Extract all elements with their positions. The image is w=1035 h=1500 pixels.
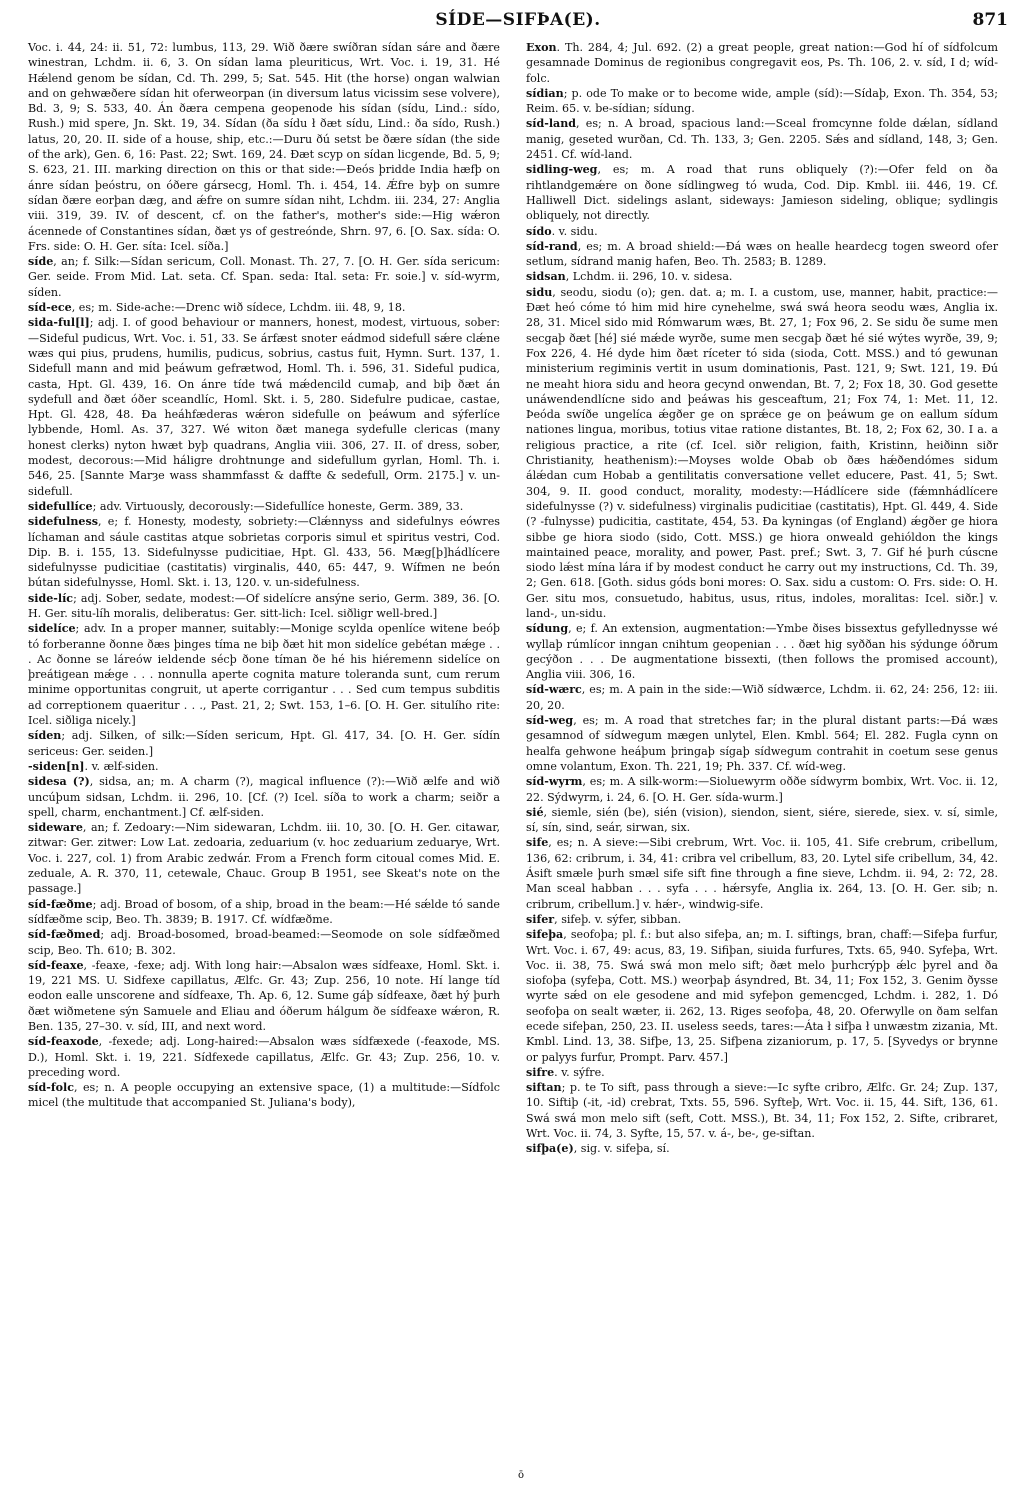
dictionary-entry: síden; adj. Silken, of silk:—Síden sericum, Hpt. Gl. 417, 34. [O. H. Ger. sídín sericeus: Ger. seiden.] bbox=[28, 729, 500, 758]
page-number: 871 bbox=[972, 10, 1008, 30]
dictionary-entry: síd-fæðme; adj. Broad of bosom, of a ship, broad in the beam:—Hé sǽlde tó sande sídfæðme scip, Beo. Th. 3839; B. 1917. Cf. wídfæðme. bbox=[28, 897, 500, 926]
dictionary-page bbox=[28, 0, 1008, 1500]
dictionary-entry: siftan; p. te To sift, pass through a sieve:—Ic syfte cribro, Ælfc. Gr. 24; Zup. 137, 10. Siftiþ (-it, -id) crebrat, Txts. 55, 596. Syfteþ, Wrt. Voc. ii. 15, 44. Sift, 136, 61. Swá swá mon melo sift (seft, Cott. MSS.), Bt. 34, 11; Fox 152, 2. Sifte, cribraret, Wrt. Voc. ii. 74, 3. Syfte, 15, 57. v. á-, be-, ge-siftan. bbox=[526, 1081, 998, 1141]
dictionary-entry: síd-feaxode, -fexede; adj. Long-haired:—Absalon wæs sídfæxede (-feaxode, MS. D.), Homl. Skt. i. 19, 221. Sídfexede capillatus, Ælfc. Gr. 43; Zup. 256, 10. v. preceding word. bbox=[28, 1035, 500, 1079]
dictionary-entry: sidefulness, e; f. Honesty, modesty, sobriety:—Clǽnnyss and sidefulnys eówres líchaman and sáule castitas atque sobrietas corporis simul et spiritus vestri, Cod. Dip. B. i. 155, 13. Sidefulnysse pudicitiae, Hpt. Gl. 433, 56. Mæg[þ]hádlícere sidefulnysse pudicitiae (castitatis) virginalis, 440, 65: 447, 9. Wífmen ne beón bútan sidefulnysse, Homl. Skt. i. 13, 120. v. un-sidefulness. bbox=[28, 515, 500, 590]
footer-mark: ō bbox=[518, 1470, 525, 1481]
dictionary-entry: síde, an; f. Silk:—Sídan sericum, Coll. Monast. Th. 27, 7. [O. H. Ger. sída sericum: Ger. seide. From Mid. Lat. seta. Cf. Span. seda: Ital. seta: Fr. soie.] v. síd-wyrm, síden. bbox=[28, 255, 500, 299]
running-title: SÍDE—SIFÞA(E). bbox=[435, 10, 601, 30]
dictionary-entry: síd-folc, es; n. A people occupying an extensive space, (1) a multitude:—Sídfolc micel (the multitude that accompanied St. Juliana's body), bbox=[28, 1081, 500, 1110]
left-column bbox=[28, 40, 500, 1111]
dictionary-entry: síd-fæðmed; adj. Broad-bosomed, broad-beamed:—Seomode on sole sídfæðmed scip, Beo. Th. 610; B. 302. bbox=[28, 928, 500, 957]
dictionary-entry: sidling-weg, es; m. A road that runs obliquely (?):—Ofer feld on ða rihtlandgemǽre on ðone sídlingweg tó wuda, Cod. Dip. Kmbl. iii. 446, 19. Cf. Halliwell Dict. sidelings aslant, sideways: Jamieson sideling, oblique; sydlingis obliquely, not directly. bbox=[526, 163, 998, 223]
dictionary-entry: sídung, e; f. An extension, augmentation:—Ymbe ðises bissextus gefyllednysse wé wyllaþ rúmlícor inngan cnihtum geopenian . . . ðæt hig syððan his sýdunge óðrum gecýðon . . . De augmentatione bissexti, (then follows the promised account), Anglia viii. 306, 16. bbox=[526, 622, 998, 682]
dictionary-entry: side-líc; adj. Sober, sedate, modest:—Of sidelícre ansýne serio, Germ. 389, 36. [O. H. Ger. situ-líh moralis, deliberatus: Ger. sitt-lich: Icel. siðligr well-bred.] bbox=[28, 591, 500, 620]
dictionary-entry: sidefullíce; adv. Virtuously, decorously:—Sidefullíce honeste, Germ. 389, 33. bbox=[28, 499, 464, 513]
dictionary-entry: sida-ful[l]; adj. I. of good behaviour or manners, honest, modest, virtuous, sober:—Sideful pudicus, Wrt. Voc. i. 51, 33. Se árfæst snoter eádmod sidefull sǽre clǽne wæs qui pius, prudens, humilis, pudicus, sobrius, castus fuit, Hymn. Surt. 137, 1. Sidefull mann and mid þeáwum gefrætwod, Homl. Th. i. 596, 31. Sideful pudica, casta, Hpt. Gl. 439, 16. On ánre tíde twá mǽdencild cumaþ, and biþ ðæt án sydefull and ðæt óðer sceandlíc, Homl. Skt. i. 5, 280. Sidefulre pudicae, castae, Hpt. Gl. 428, 48. Ða heáhfæderas wǽron sidefulle on þeáwum and sýferlíce lybbende, Homl. As. 37, 327. Wé witon ðæt manega sydefulle clericas (many honest clerks) nyton hwæt byþ quadrans, Anglia viii. 306, 27. II. of dress, sober, modest, decorous:—Mid háligre drohtnunge and sidefullum gyrlan, Homl. Th. i. 546, 25. [Sannte Marȝe wass shammfasst & daffte & sedefull, Orm. 2175.] v. un-sidefull. bbox=[28, 316, 500, 498]
dictionary-entry: sídian; p. ode To make or to become wide, ample (síd):—Sídaþ, Exon. Th. 354, 53; Reim. 65. v. be-sídian; sídung. bbox=[526, 86, 998, 116]
dictionary-entry: sidu, seodu, siodu (o); gen. dat. a; m. I. a custom, use, manner, habit, practice:—Ðæt heó cóme tó him mid hire cynehelme, swá swá heora seodu wæs, Anglia ix. 28, 31. Micel sido mid Rómwarum wæs, Bt. 27, 1; Fox 96, 2. Se sidu ðe sume men secgaþ ðæt [hé] sié mǽde wyrðe, sume men secgaþ ðæt hé sié wýtes wyrðe, 39, 9; Fox 226, 4. Hé dyde him ðæt ríceter tó sida (sioda, Cott. MSS.) and tó gewunan ministerium regiminis vertit in usum dominationis, Past. 121, 9; Swt. 121, 19. Ðú ne meaht hiora sidu and heora gecynd onwendan, Bt. 7, 2; Fox 18, 30. God gesette unáwendendlícne sido and þeáwas his gesceaftum, 21; Fox 74, 1: Met. 11, 12. Þeóda swíðe ungelíca ǽgðer ge on sprǽce ge on þeáwum ge on eallum sídum nationes lingua, moribus, totius vitae ratione distantes, Bt. 18, 2; Fox 62, 30. I a. a religious practice, a rite (cf. Icel. siðr religion, faith, Kristinn, heiðinn siðr Christianity, heathenism):—Moyses wolde Obab ob ðæs hǽðendómes sidum álǽdan cum Hobab a gentilitatis conversatione vellet educere, Past. 41, 5; Swt. 304, 9. II. good conduct, morality, modesty:—Hádlícere side (fǽmnhádlícere sidefulnysse (?) v. sidefulness) virginalis pudicitiae (castitatis), Hpt. Gl. 449, 4. Side (? -fulnysse) pudicitia, castitate, 454, 53. Ða kyningas (of England) ǽgðer ge hiora sibbe ge hiora siodo (sido, Cott. MSS.) ge hiora onweald gehióldon the kings maintained peace, morality, and power, Past. pref.; Swt. 3, 7. Gif hé þurh cúscne siodo lǽst mína lára if by modest conduct he carry out my instructions, Cd. Th. 39, 2; Gen. 618. [Goth. sidus góds boni mores: O. Sax. sidu a custom: O. Frs. side: O. H. Ger. situ mos, consuetudo, habitus, usus, ritus, indoles, moralitas: Icel. siðr.] v. land-, un-sidu. bbox=[526, 285, 998, 620]
dictionary-entry: sidsan, Lchdm. ii. 296, 10. v. sidesa. bbox=[526, 270, 733, 284]
dictionary-entry: sifre. v. sýfre. bbox=[526, 1065, 605, 1079]
dictionary-entry: síd-feaxe, -feaxe, -fexe; adj. With long hair:—Absalon wæs sídfeaxe, Homl. Skt. i. 19, 221 MS. U. Sidfexe capillatus, Ælfc. Gr. 43; Zup. 256, 10 note. Hí lange tíd eodon ealle unscorene and sídfeaxe, Th. Ap. 6, 12. Sume gáþ sídfeaxe, ðæt hý þurh ðæt wiðmetene sýn Samuele and Eliau and óðerum hálgum ðe sídfeaxe wǽron, R. Ben. 135, 27–30. v. síd, III, and next word. bbox=[28, 958, 500, 1033]
dictionary-entry: síd-wærc, es; m. A pain in the side:—Wið sídwærce, Lchdm. ii. 62, 24: 256, 12: iii. 20, 20. bbox=[526, 683, 998, 712]
page-header bbox=[28, 10, 1008, 40]
dictionary-entry: sifþa(e), sig. v. sifeþa, sí. bbox=[526, 1142, 670, 1156]
dictionary-entry: -siden[n]. v. ælf-siden. bbox=[28, 759, 159, 773]
dictionary-entry: síd-wyrm, es; m. A silk-worm:—Sioluewyrm oððe sídwyrm bombix, Wrt. Voc. ii. 12, 22. Sýdwyrm, i. 24, 6. [O. H. Ger. sída-wurm.] bbox=[526, 775, 998, 804]
right-column bbox=[526, 40, 998, 1157]
dictionary-entry: Exon. Th. 284, 4; Jul. 692. (2) a great people, great nation:—God hí of sídfolcum gesamnade Dominus de regionibus congregavit eos, Ps. Th. 106, 2. v. síd, I d; wíd-folc. bbox=[526, 41, 998, 85]
dictionary-entry: sifeþa, seofoþa; pl. f.: but also sifeþa, an; m. I. siftings, bran, chaff:—Sifeþa furfur, Wrt. Voc. i. 67, 49: acus, 83, 19. Sifiþan, siuida furfures, Txts. 65, 940. Syfeþa, Wrt. Voc. ii. 38, 75. Swá swá mon melo sift; ðæt melo þurhcrýpþ ǽlc þyrel and ða siofoþa (syfeþa, Cott. MS.) weorþaþ ásyndred, Bt. 34, 11; Fox 152, 3. Genim ðysse wyrte sǽd on ele gesodene and mid syfeþon gemencged, Lchdm. i. 282, 1. Dó seofoþa on sealt wæter, ii. 262, 13. Riges seofoþa, 48, 20. Oferwylle on ðam selfan ecede sifeþan, 250, 23. II. useless seeds, tares:—Áta ł sifþa ł unwæstm zizania, Mt. Kmbl. Lind. 13, 38. Sifþe, 13, 25. Sifþena zizaniorum, p. 17, 5. [Syvedys or brynne or palyys furfur, Prompt. Parv. 457.] bbox=[526, 928, 998, 1064]
dictionary-entry: sidesa (?), sidsa, an; m. A charm (?), magical influence (?):—Wið ælfe and wið uncúþum sidsan, Lchdm. ii. 296, 10. [Cf. (?) Icel. síða to work a charm; seiðr a spell, charm, enchantment.] Cf. ælf-siden. bbox=[28, 775, 500, 819]
dictionary-entry: sído. v. sidu. bbox=[526, 224, 598, 238]
dictionary-entry: síd-land, es; n. A broad, spacious land:—Sceal fromcynne folde dǽlan, sídland manig, geseted wurðan, Cd. Th. 133, 3; Gen. 2205. Sǽs and sídland, 148, 3; Gen. 2451. Cf. wíd-land. bbox=[526, 117, 998, 162]
dictionary-entry: síd-weg, es; m. A road that stretches far; in the plural distant parts:—Ðá wæs gesamnod of sídwegum mægen unlytel, Elen. Kmbl. 564; El. 282. Fugla cynn on healfa gehwone heáþum þringaþ sígaþ sídwegum contrahit in coetum sese genus omne volantum, Exon. Th. 221, 19; Ph. 337. Cf. wíd-weg. bbox=[526, 714, 998, 773]
dictionary-entry: síd-rand, es; m. A broad shield:—Ðá wæs on healle heardecg togen sweord ofer setlum, sídrand manig hafen, Beo. Th. 2583; B. 1289. bbox=[526, 239, 998, 269]
dictionary-entry: Voc. i. 44, 24: ii. 51, 72: lumbus, 113, 29. Wið ðære swíðran sídan sáre and ðære winestran, Lchdm. ii. 6, 3. On sídan lama pleuriticus, Wrt. Voc. i. 19, 31. Hé Hǽlend genom be sídan, Cd. Th. 299, 5; Sat. 545. Hit (the horse) ongan walwian and on gehwæðere sídan hit oferweorpan (in diversum latus vicissim sese volvere), Bd. 3, 9; S. 533, 40. Án ðæra cempena geopenode his sídan (sídu, Lind.: sído, Rush.) mid spere, Jn. Skt. 19, 34. Sídan (ða sídu ł ðæt sídu, Lind.: ða sído, Rush.) latus, 20, 20. II. side of a house, ship, etc.:—Duru ðú setst be ðære sídan (the side of the ark), Gen. 6, 16: Past. 22; Swt. 169, 24. Ðæt scyp on sídan licgende, Bd. 5, 9; S. 623, 21. III. marking direction on this or that side:—Ðeós þridde India hæfþ on ánre sídan þeóstru, on óðere gársecg, Homl. Th. i. 454, 14. Ǽfre byþ on sumre sídan ðære eorþan dæg, and ǽfre on sumre sídan niht, Lchdm. iii. 234, 27: Anglia viii. 319, 39. IV. of descent, cf. on the father's, mother's side:—Hig wǽron ácennede of Constantines sídan, ðæt ys of gestreónde, Shrn. 97, 6. [O. Sax. sída: O. Frs. side: O. H. Ger. síta: Icel. síða.] bbox=[28, 41, 500, 253]
dictionary-entry: sié, siemle, sién (be), sién (vision), siendon, sient, siére, sierede, siex. v. sí, simle, sí, sín, sind, seár, sirwan, six. bbox=[526, 805, 998, 835]
dictionary-entry: sidelíce; adv. In a proper manner, suitably:—Monige scylda openlíce witene beóþ tó forberanne ðonne ðæs þinges tíma ne biþ ðæt hit mon sidelíce gebétan mǽge . . . Ac ðonne se láreów ieldende sécþ ðone tíman ðe hé his hiéremenn sidelíce on þreátigean mǽge . . . nonnulla aperte cognita mature toleranda sunt, cum rerum minime opportunitas congruit, ut aperte corrigantur . . . Sed cum tempus subditis ad correptionem quaeritur . . ., Past. 21, 2; Swt. 153, 1–6. [O. H. Ger. situlího rite: Icel. siðliga nicely.] bbox=[28, 622, 500, 728]
dictionary-entry: síd-ece, es; m. Side-ache:—Drenc wið sídece, Lchdm. iii. 48, 9, 18. bbox=[28, 301, 406, 315]
column-divider bbox=[516, 44, 517, 1474]
dictionary-entry: sife, es; n. A sieve:—Sibi crebrum, Wrt. Voc. ii. 105, 41. Sife crebrum, cribellum, 136, 62: cribrum, i. 34, 41: cribra vel cribellum, 83, 20. Lytel sife cribellum, 34, 42. Ásift smæle þurh smæl sife sift fine through a fine sieve, Lchdm. ii. 94, 2: 72, 28. Man sceal habban . . . syfa . . . hǽrsyfe, Anglia ix. 264, 13. [O. H. Ger. sib; n. cribrum, cribellum.] v. hǽr-, windwig-sife. bbox=[526, 836, 998, 911]
dictionary-entry: sifer, sifeþ. v. sýfer, sibban. bbox=[526, 912, 682, 926]
dictionary-entry: sideware, an; f. Zedoary:—Nim sidewaran, Lchdm. iii. 10, 30. [O. H. Ger. citawar, zitwar: Ger. zitwer: Low Lat. zedoaria, zeduarium (v. hoc zeduarium zeduarye, Wrt. Voc. i. 227, col. 1) from Arabic zedwár. From a French form citoual comes Mid. E. zeduale, A. R. 370, 11, cetewale, Chauc. Group B 1951, see Skeat's note on the passage.] bbox=[28, 821, 500, 896]
